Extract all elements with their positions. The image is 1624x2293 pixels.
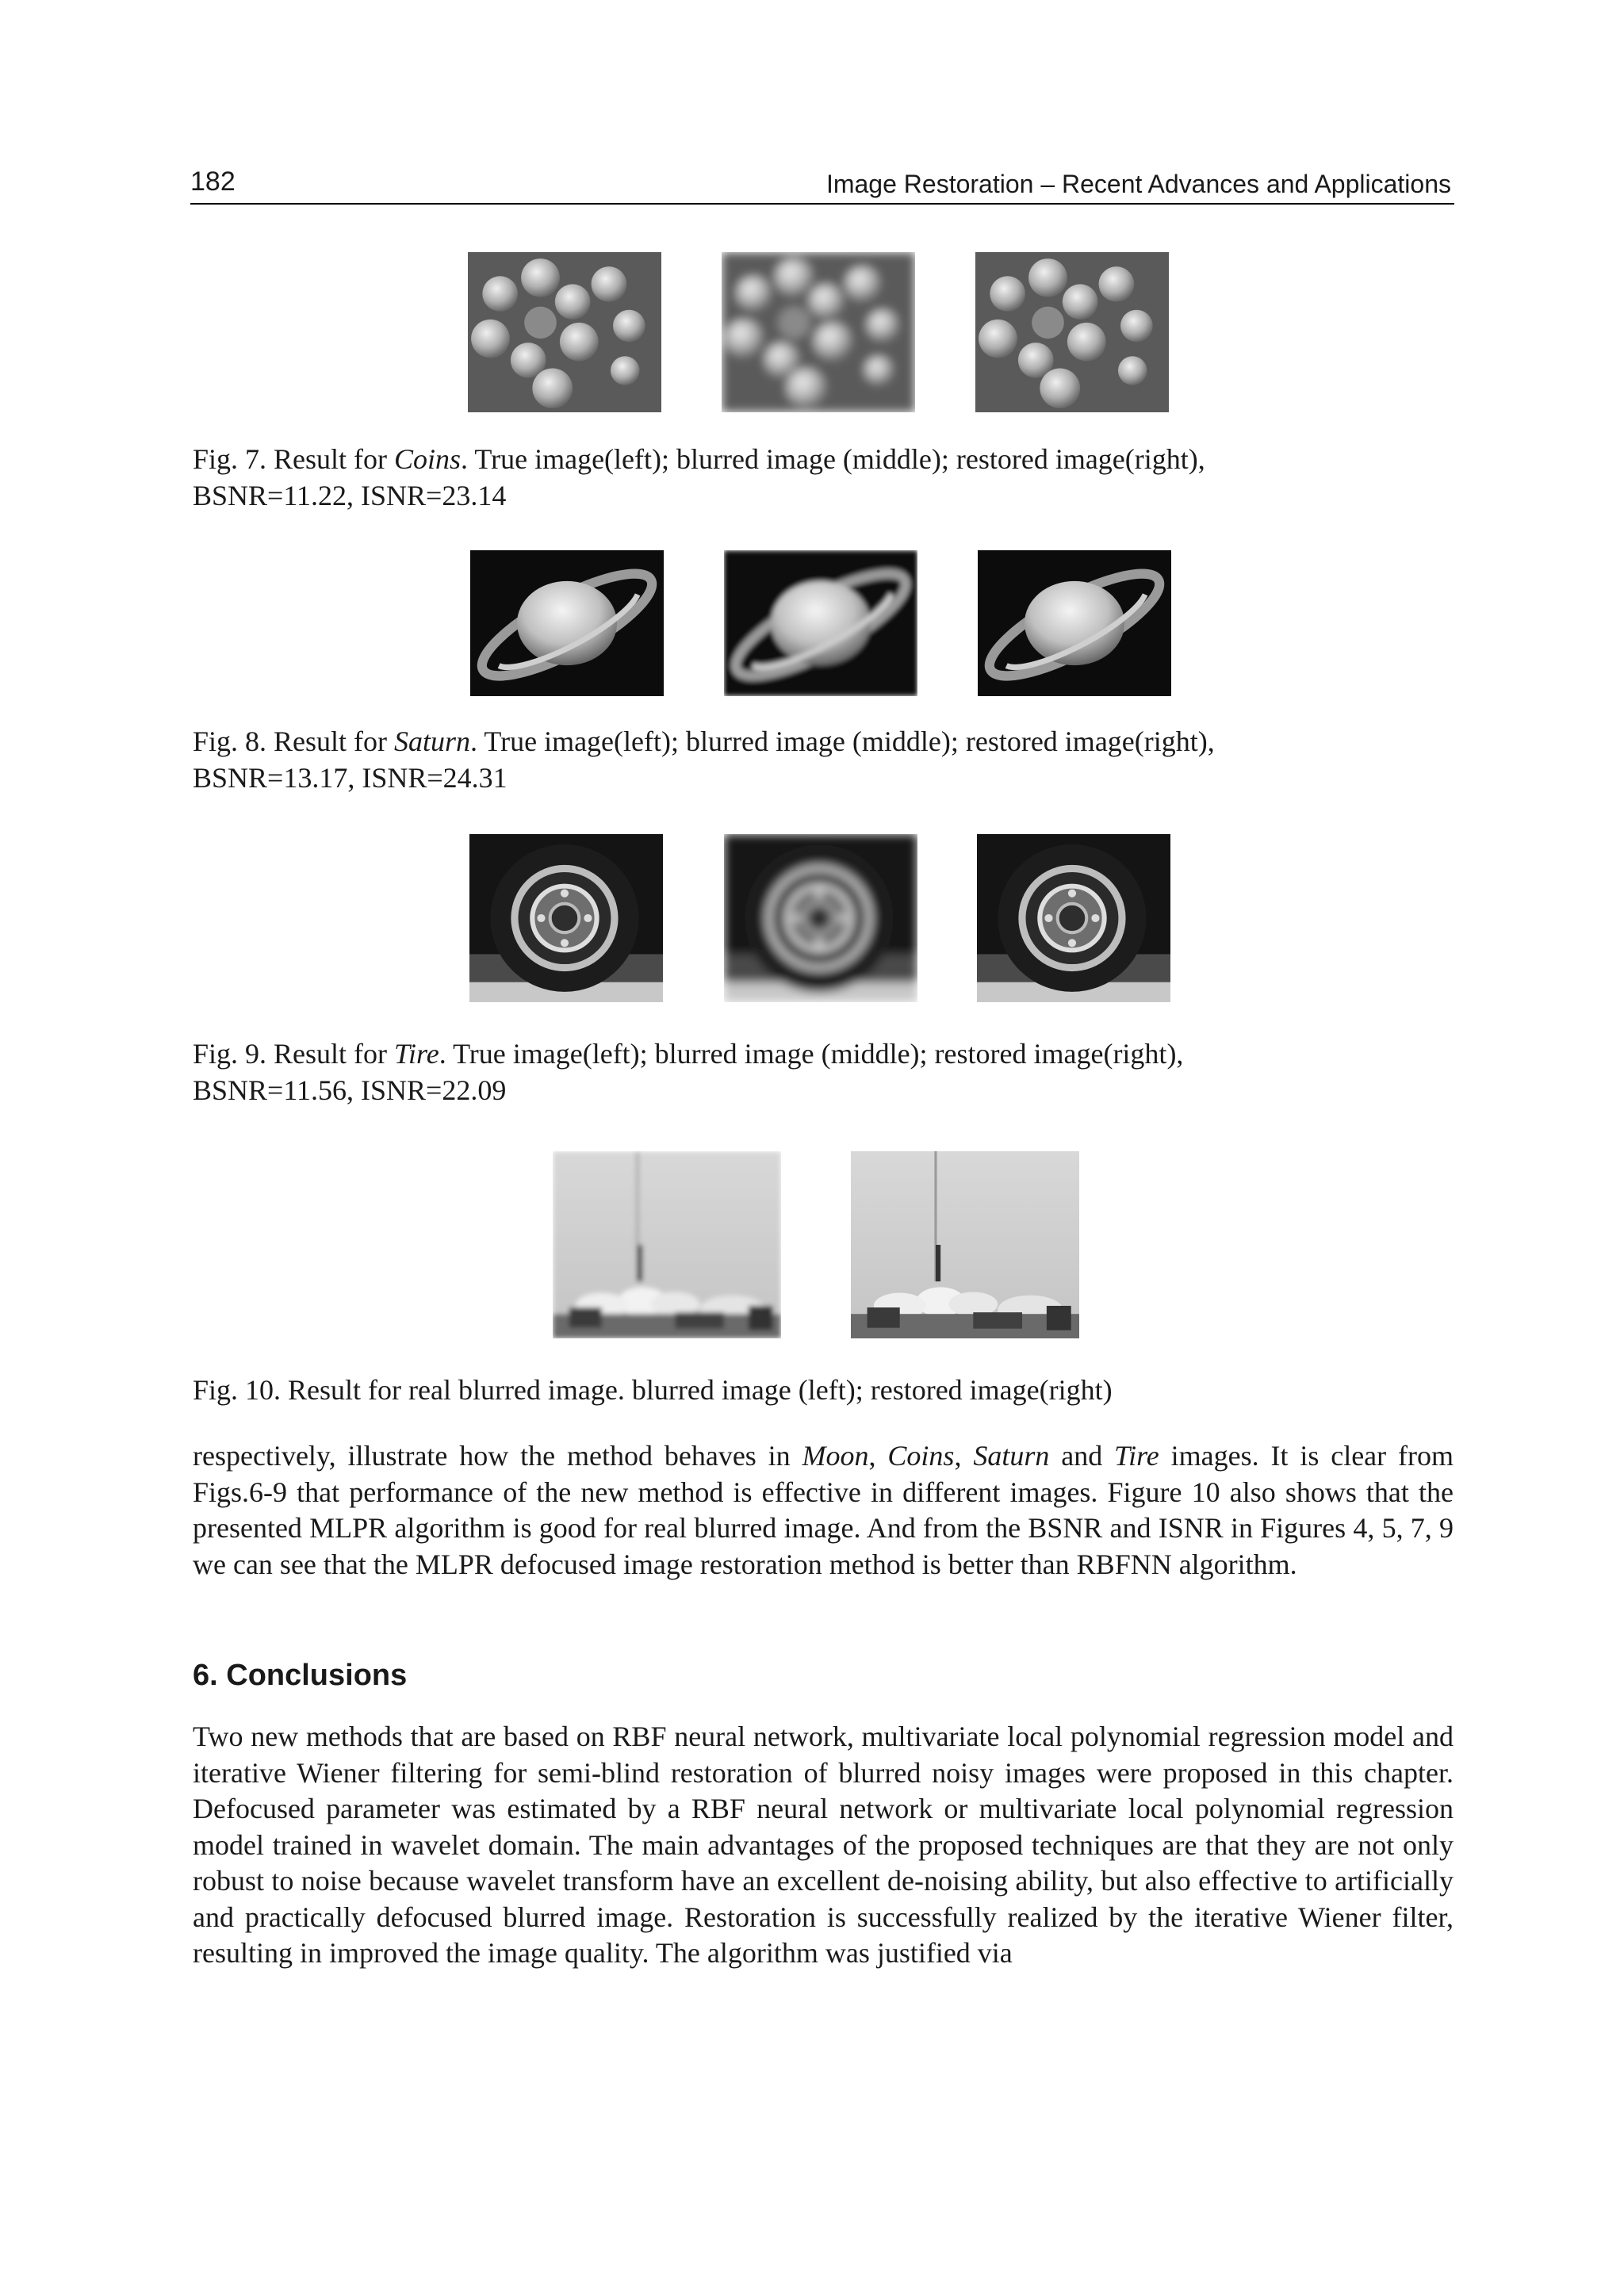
- real-restored-image: [851, 1151, 1079, 1338]
- figure-8-caption: Fig. 8. Result for Saturn. True image(left); blurred image (middle); restored image(right), BSNR=13.17, ISNR=24.31: [193, 725, 1215, 794]
- coins-restored-image: [975, 252, 1169, 412]
- coins-true-image: [468, 252, 661, 412]
- running-head: [190, 167, 1454, 205]
- coins-blurred-image: [722, 252, 915, 412]
- tire-restored-image: [977, 834, 1170, 1002]
- tire-true-image: [469, 834, 663, 1002]
- section-heading: 6. Conclusions: [193, 1659, 408, 1692]
- saturn-true-image: [470, 550, 664, 696]
- page-number: 182: [190, 167, 236, 197]
- saturn-blurred-image: [724, 550, 917, 696]
- figure-9-caption: Fig. 9. Result for Tire. True image(left); blurred image (middle); restored image(right), BSNR=11.56, ISNR=22.09: [193, 1038, 1184, 1106]
- figure-7-caption: Fig. 7. Result for Coins. True image(left); blurred image (middle); restored image(right), BSNR=11.22, ISNR=23.14: [193, 443, 1205, 511]
- conclusions-paragraph: Two new methods that are based on RBF neural network, multivariate local polynomial regression model and iterative Wiener filtering for semi-blind restoration of blurred noisy images were proposed in this chapter. Defocused parameter was estimated by a RBF neural network or multivariate local polynomial regression model trained in wavelet domain. The main advantages of the proposed techniques are that they are not only robust to noise because wavelet transform have an excellent de-noising ability, but also effective to artificially and practically defocused blurred image. Restoration is successfully realized by the iterative Wiener filter, resulting in improved the image quality. The algorithm was justified via: [193, 1721, 1454, 1969]
- real-blurred-image: [553, 1151, 781, 1338]
- saturn-restored-image: [978, 550, 1171, 696]
- figure-10-caption: Fig. 10. Result for real blurred image. blurred image (left); restored image(right): [193, 1374, 1113, 1406]
- tire-blurred-image: [724, 834, 917, 1002]
- results-paragraph: respectively, illustrate how the method behaves in Moon, Coins, Saturn and Tire images. It is clear from Figs.6-9 that performance of the new method is effective in different images. Figure 10 also shows that the presented MLPR algorithm is good for real blurred image. And from the BSNR and ISNR in Figures 4, 5, 7, 9 we can see that the MLPR defocused image restoration method is better than RBFNN algorithm.: [193, 1440, 1454, 1580]
- running-title: Image Restoration – Recent Advances and Applications: [825, 170, 1451, 198]
